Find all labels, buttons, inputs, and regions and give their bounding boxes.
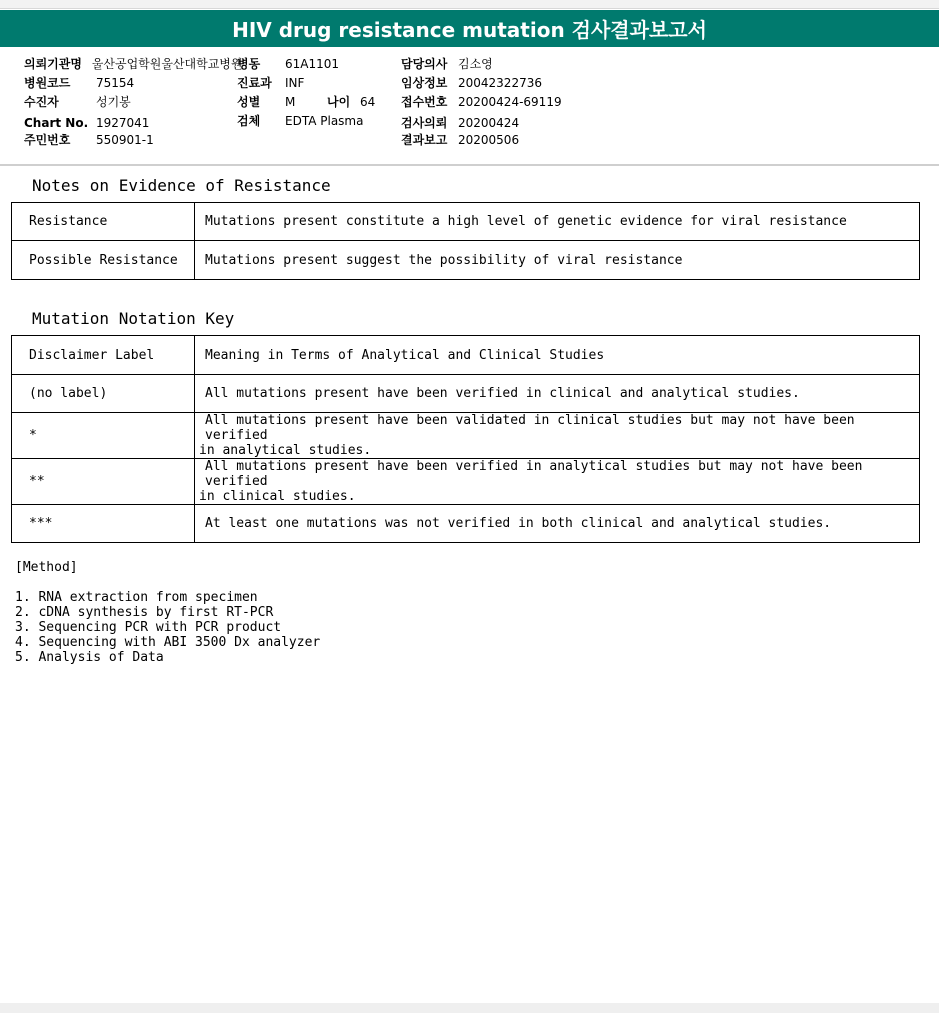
department-label: 진료과: [237, 76, 272, 90]
resident-no-label: 주민번호: [24, 133, 71, 147]
evidence-table: [11, 202, 920, 280]
table-row: [12, 505, 920, 543]
top-strip: [0, 0, 939, 9]
notation-table: [11, 335, 920, 543]
ward-label: 병동: [237, 57, 261, 71]
notation-text: [195, 459, 920, 505]
evidence-label: Possible Resistance: [12, 241, 195, 280]
request-date-value: 20200424: [458, 116, 520, 130]
request-date-label: 검사의뢰: [401, 116, 448, 130]
method-step: 3. Sequencing PCR with PCR product: [15, 620, 282, 635]
specimen-value: EDTA Plasma: [285, 114, 364, 128]
evidence-title: Notes on Evidence of Resistance: [32, 176, 331, 195]
department-value: INF: [285, 76, 305, 90]
notation-text-line1: All mutations present have been validated in clinical studies but may not have been verified: [205, 413, 855, 443]
method-step: 4. Sequencing with ABI 3500 Dx analyzer: [15, 635, 321, 650]
resident-no-value: 550901-1: [96, 133, 154, 147]
notation-text-line2: in clinical studies.: [199, 489, 356, 504]
receipt-no-label: 접수번호: [401, 95, 448, 109]
hospital-code-value: 75154: [96, 76, 135, 90]
table-row: [12, 459, 920, 505]
chart-no-label: Chart No.: [24, 116, 89, 130]
receipt-no-value: 20200424-69119: [458, 95, 562, 109]
notation-text-line1: All mutations present have been verified in analytical studies but may not have been verified: [205, 459, 863, 489]
notation-label: **: [12, 459, 195, 505]
table-header-row: [12, 336, 920, 375]
notation-text: All mutations present have been verified in clinical and analytical studies.: [195, 375, 920, 413]
table-row: [12, 203, 920, 241]
report-date-label: 결과보고: [401, 133, 448, 147]
notation-text-line2: in analytical studies.: [199, 443, 372, 458]
specimen-label: 검체: [237, 114, 261, 128]
institution-row: [24, 57, 243, 71]
age-value: 64: [360, 95, 376, 109]
hospital-code-label: 병원코드: [24, 76, 71, 90]
notation-title: Mutation Notation Key: [32, 309, 235, 328]
method-step: 2. cDNA synthesis by first RT-PCR: [15, 605, 274, 620]
institution-label: 의뢰기관명: [24, 57, 82, 71]
notation-header-label: Disclaimer Label: [12, 336, 195, 375]
notation-label: (no label): [12, 375, 195, 413]
ward-row: [237, 57, 260, 71]
sex-label: 성별: [237, 95, 261, 109]
ward-value: 61A1101: [285, 57, 340, 71]
notation-text: At least one mutations was not verified in both clinical and analytical studies.: [195, 505, 920, 543]
evidence-text: Mutations present constitute a high level of genetic evidence for viral resistance: [195, 203, 920, 241]
method-step: 5. Analysis of Data: [15, 650, 164, 665]
notation-header-text: Meaning in Terms of Analytical and Clinical Studies: [195, 336, 920, 375]
table-row: [12, 241, 920, 280]
age-label: 나이: [327, 95, 351, 109]
method-step: 1. RNA extraction from specimen: [15, 590, 258, 605]
table-row: [12, 375, 920, 413]
clinical-info-label: 임상정보: [401, 76, 448, 90]
header-divider: [0, 164, 939, 166]
bottom-strip: [0, 1003, 939, 1013]
notation-label: ***: [12, 505, 195, 543]
report-date-value: 20200506: [458, 133, 520, 147]
doctor-value: 김소영: [458, 57, 493, 71]
sex-value: M: [285, 95, 296, 109]
clinical-info-value: 20042322736: [458, 76, 542, 90]
notation-label: *: [12, 413, 195, 459]
report-title: HIV drug resistance mutation 검사결과보고서: [0, 10, 939, 47]
method-title: [Method]: [15, 560, 78, 575]
method-steps: [15, 590, 320, 665]
recipient-value: 성기봉: [96, 95, 131, 109]
institution-value: 울산공업학원울산대학교병원: [91, 57, 243, 71]
evidence-label: Resistance: [12, 203, 195, 241]
chart-no-value: 1927041: [96, 116, 150, 130]
doctor-label: 담당의사: [401, 57, 448, 71]
table-row: [12, 413, 920, 459]
notation-text: [195, 413, 920, 459]
evidence-text: Mutations present suggest the possibility of viral resistance: [195, 241, 920, 280]
recipient-label: 수진자: [24, 95, 59, 109]
